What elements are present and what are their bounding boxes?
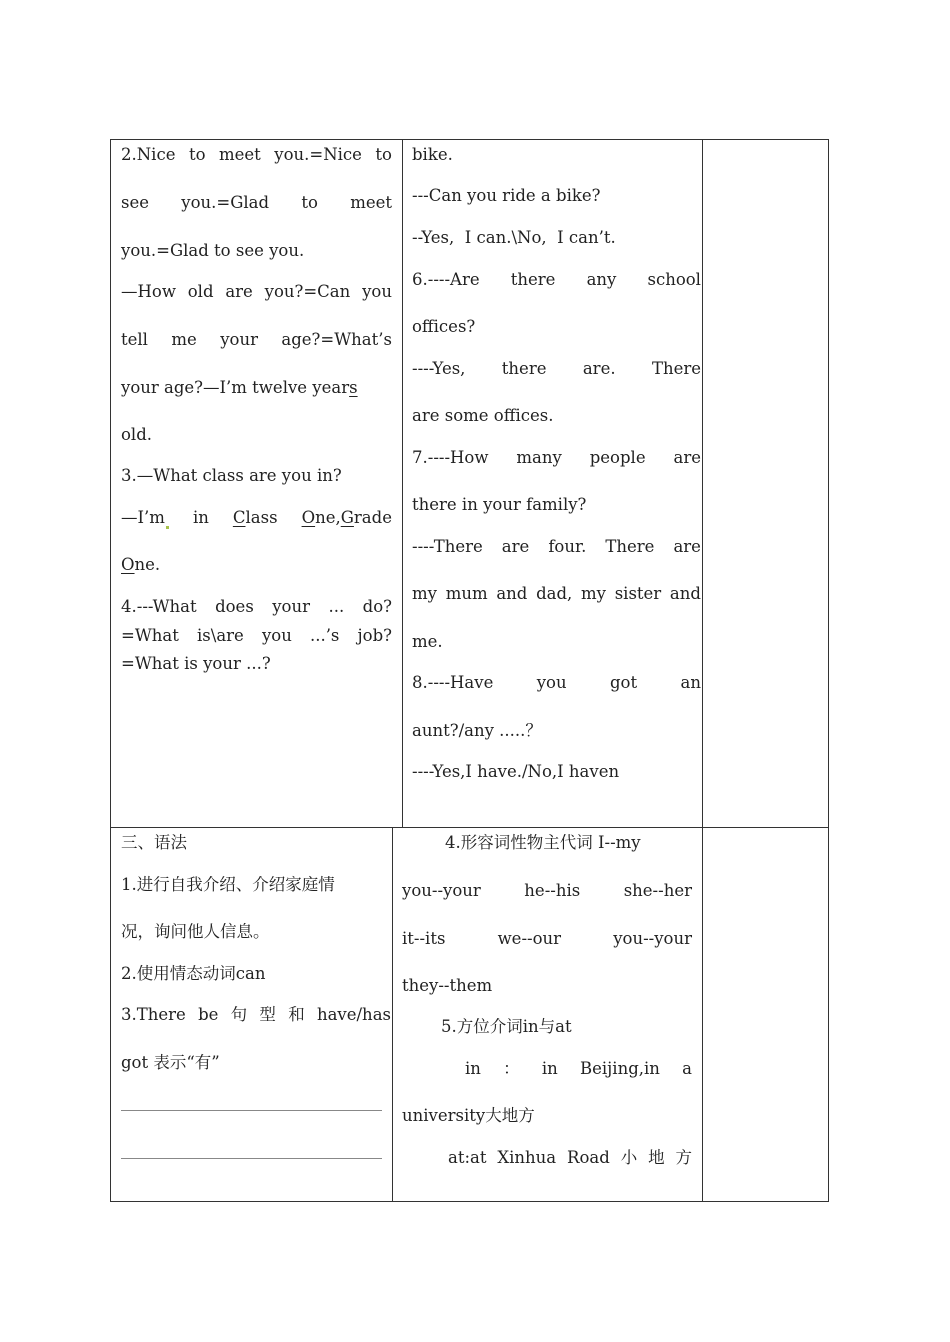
text-line: 8.----Have you got an xyxy=(412,673,701,692)
text-line: there in your family? xyxy=(412,495,587,514)
text-line: ---Can you ride a bike? xyxy=(412,186,601,205)
text-line: ----Yes,I have./No,I haven xyxy=(412,762,620,781)
section-heading: 三、语法 xyxy=(121,833,187,852)
text-line: 况，询问他人信息。 xyxy=(121,922,270,941)
text-line: it--its we--our you--your xyxy=(402,929,692,948)
text-line: my mum and dad, my sister and xyxy=(412,584,701,603)
text-line: 5.方位介词in与at xyxy=(441,1017,572,1036)
text-line: 2.使用情态动词can xyxy=(121,964,266,983)
row1-left-cell xyxy=(121,144,392,824)
blank-line xyxy=(121,1158,382,1159)
text-line: bike. xyxy=(412,145,453,164)
text-line: tell me your age?=What’s xyxy=(121,330,392,349)
text-line: =What is\are you ...’s job? xyxy=(121,626,392,645)
text-line: ----Yes, there are. There xyxy=(412,359,701,378)
text-line: 3.—What class are you in? xyxy=(121,466,342,485)
text-line: me. xyxy=(412,632,443,651)
row2-middle-cell xyxy=(402,832,692,1200)
text-line: One. xyxy=(121,555,161,574)
column-divider-bottom-1 xyxy=(392,827,393,1202)
text-line: in ： in Beijing,in a xyxy=(465,1059,692,1078)
text-line: 3.There be 句 型 和 have/has xyxy=(121,1005,391,1024)
text-line: your age?—I’m twelve years xyxy=(121,378,358,397)
text-line: 7.----How many people are xyxy=(412,448,701,467)
text-line: university大地方 xyxy=(402,1106,535,1125)
text-line: 4.形容词性物主代词 I--my xyxy=(445,833,641,852)
column-divider-top-1 xyxy=(402,139,403,828)
text-line: 6.----Are there any school xyxy=(412,270,701,289)
text-line: =What is your ...? xyxy=(121,654,271,673)
text-line: at:at Xinhua Road 小 地 方 xyxy=(448,1148,692,1167)
blank-line xyxy=(121,1110,382,1111)
row2-left-cell xyxy=(121,832,391,1200)
text-line: old. xyxy=(121,425,153,444)
stray-mark xyxy=(166,526,169,529)
column-divider-2 xyxy=(702,139,703,1202)
text-line: you--your he--his she--her xyxy=(402,881,692,900)
text-line: ----There are four. There are xyxy=(412,537,701,556)
row-divider xyxy=(110,827,829,828)
text-line: you.=Glad to see you. xyxy=(121,241,305,260)
text-line: see you.=Glad to meet xyxy=(121,193,392,212)
text-line: are some offices. xyxy=(412,406,554,425)
text-line: 1.进行自我介绍、介绍家庭情 xyxy=(121,875,335,894)
text-line: offices? xyxy=(412,317,476,336)
text-line: got 表示“有” xyxy=(121,1053,220,1072)
text-line: 2.Nice to meet you.=Nice to xyxy=(121,145,392,164)
row1-middle-cell xyxy=(412,144,701,824)
text-line: they--them xyxy=(402,976,493,995)
row2-right-cell xyxy=(704,829,828,1201)
text-line: --Yes, I can.\No, I can’t. xyxy=(412,228,616,247)
text-line: aunt?/any .....？ xyxy=(412,721,542,740)
text-line: 4.---What does your ... do? xyxy=(121,597,392,616)
text-line: —I’m in Class One,Grade xyxy=(121,508,392,527)
text-line: —How old are you?=Can you xyxy=(121,282,392,301)
row1-right-cell xyxy=(704,141,828,826)
